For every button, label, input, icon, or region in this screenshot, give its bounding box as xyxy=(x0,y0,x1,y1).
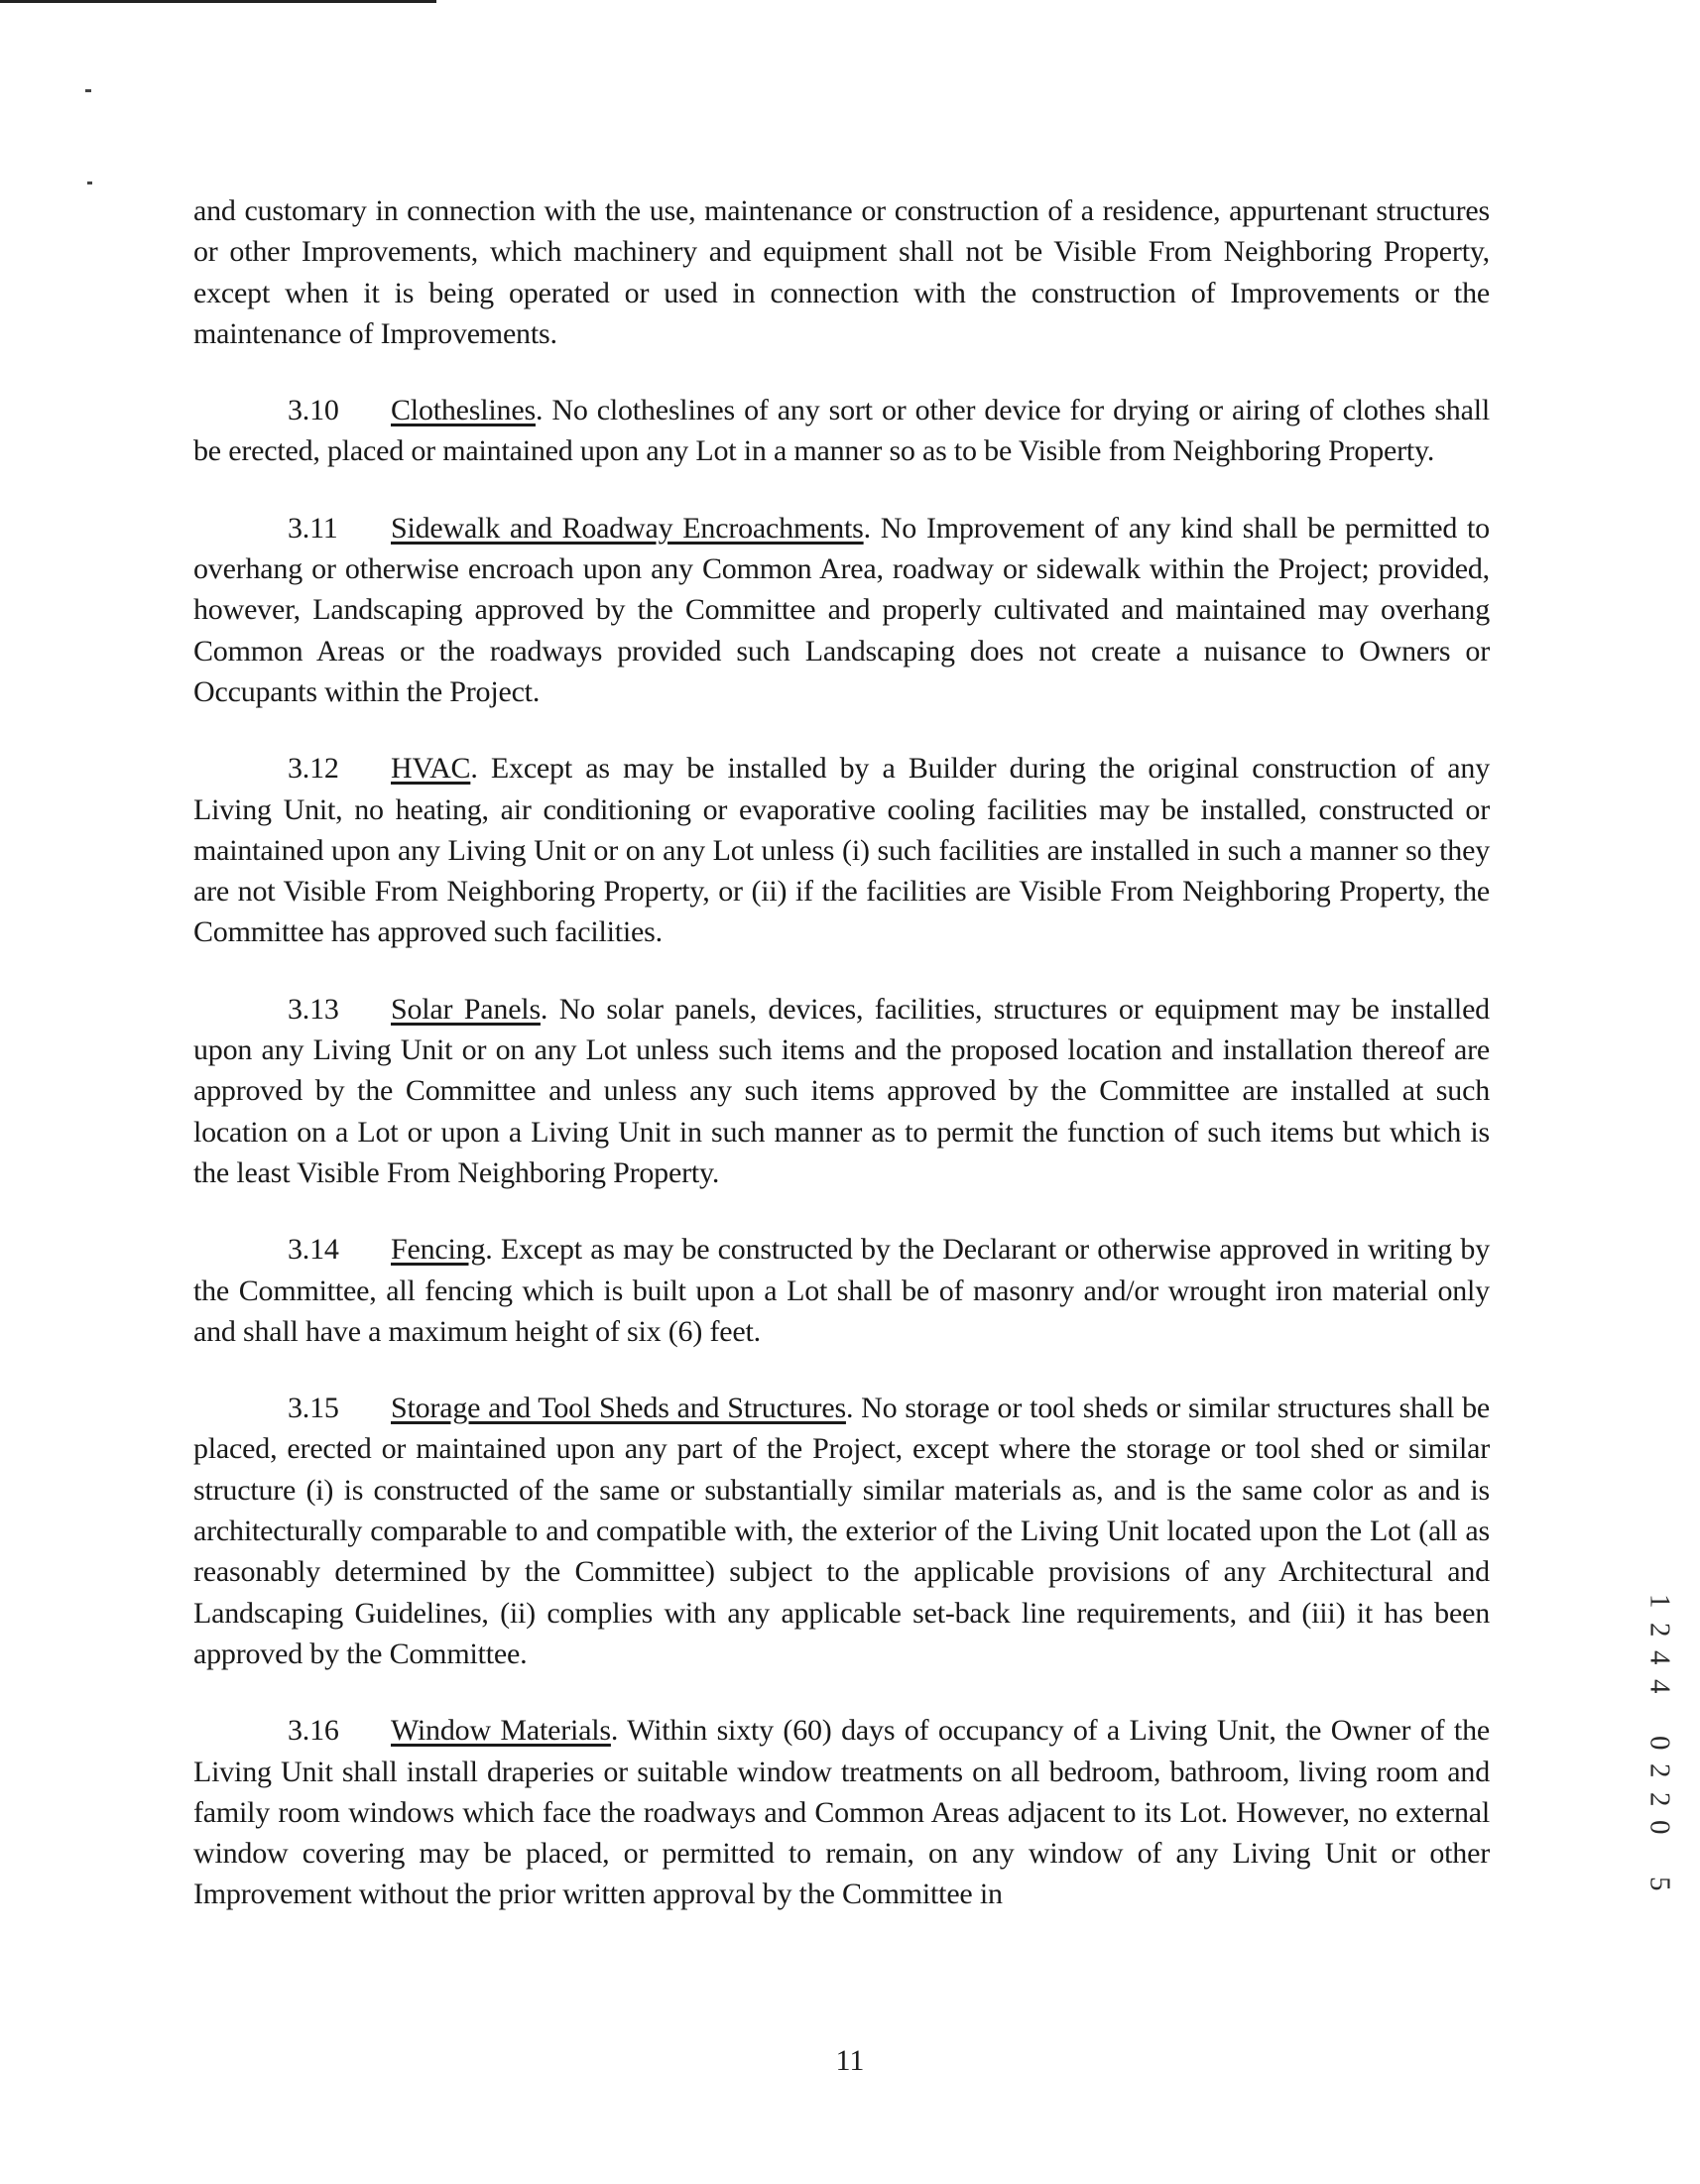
section-title: HVAC xyxy=(391,752,471,786)
section-3-12 xyxy=(193,748,1490,952)
section-title: Clotheslines xyxy=(391,394,536,427)
section-number: 3.10 xyxy=(288,394,339,427)
section-number: 3.12 xyxy=(288,752,339,786)
section-body: . Within sixty (60) days of occupancy of a Living Unit, the Owner of the Living Unit shall install draperies or suitable window treatments on all bedroom, bathroom, living room and family room windows which face the roadways and Common Areas adjacent to its Lot. However, no external window covering may be placed, or permitted to remain, on any window of any Living Unit or other Improvement without the prior written approval by the Committee in xyxy=(193,1714,1490,1911)
document-body xyxy=(193,190,1490,1951)
stamp-char: 1 xyxy=(1643,1594,1676,1609)
section-3-10 xyxy=(193,390,1490,472)
section-3-15 xyxy=(193,1388,1490,1674)
section-number: 3.16 xyxy=(288,1714,339,1748)
section-title: Sidewalk and Roadway Encroachments xyxy=(391,511,864,545)
section-title: Fencing xyxy=(391,1233,486,1267)
section-number: 3.13 xyxy=(288,992,339,1026)
stamp-char: 0 xyxy=(1643,1820,1676,1835)
section-body: . No solar panels, devices, facilities, structures or equipment may be installed upon any Living Unit or on any Lot unless such items and the proposed location and installation thereof are approved by the Committee and unless any such items approved by the Committee are installed at such location on a Lot or upon a Living Unit in such manner as to permit the function of such items but which is the least Visible From Neighboring Property. xyxy=(193,992,1490,1189)
section-3-14 xyxy=(193,1229,1490,1352)
scan-speck xyxy=(87,182,92,184)
section-body: . No clotheslines of any sort or other device for drying or airing of clothes shall be erected, placed or maintained upon any Lot in a manner so as to be Visible from Neighboring Property. xyxy=(193,394,1490,468)
stamp-char: 4 xyxy=(1643,1678,1676,1693)
stamp-char: 2 xyxy=(1643,1622,1676,1637)
side-stamp xyxy=(1643,1587,1676,1898)
section-3-13 xyxy=(193,989,1490,1193)
section-title: Solar Panels xyxy=(391,992,541,1026)
stamp-char: 4 xyxy=(1643,1650,1676,1665)
stamp-char xyxy=(1645,1701,1674,1727)
section-body: . Except as may be installed by a Builder during the original construction of any Living Unit, no heating, air conditioning or evaporative cooling facilities may be installed, constructed or maintained upon any Living Unit or on any Lot unless (i) such facilities are installed in such a manner so they are not Visible From Neighboring Property, or (ii) if the facilities are Visible From Neighboring Property, the Committee has approved such facilities. xyxy=(193,752,1490,949)
section-body: . Except as may be constructed by the Declarant or otherwise approved in writing by the Committee, all fencing which is built upon a Lot shall be of masonry and/or wrought iron material only and shall have a maximum height of six (6) feet. xyxy=(193,1233,1490,1348)
stamp-char xyxy=(1645,1843,1674,1869)
page-number: 11 xyxy=(835,2044,865,2077)
section-number: 3.15 xyxy=(288,1392,339,1425)
stamp-char: 2 xyxy=(1643,1791,1676,1806)
stamp-char: 0 xyxy=(1643,1735,1676,1750)
section-3-16 xyxy=(193,1710,1490,1914)
stamp-char: 2 xyxy=(1643,1763,1676,1778)
section-body: . No storage or tool sheds or similar structures shall be placed, erected or maintained upon any part of the Project, except where the storage or tool shed or similar structure (i) is constructed of the same or substantially similar materials as, and is the same color as and is architecturally comparable to and compatible with, the exterior of the Living Unit located upon the Lot (all as reasonably determined by the Committee) subject to the applicable provisions of any Architectural and Landscaping Guidelines, (ii) complies with any applicable set-back line requirements, and (iii) it has been approved by the Committee. xyxy=(193,1392,1491,1670)
section-number: 3.14 xyxy=(288,1233,339,1267)
section-title: Window Materials xyxy=(391,1714,611,1748)
section-title: Storage and Tool Sheds and Structures xyxy=(391,1392,846,1425)
scan-border-line xyxy=(0,0,436,3)
section-number: 3.11 xyxy=(288,511,338,545)
continuation-paragraph: and customary in connection with the use, maintenance or construction of a residence, appurtenant structures or other Improvements, which machinery and equipment shall not be Visible From Neighboring Property, except when it is being operated or used in connection with the construction of Improvements or the maintenance of Improvements. xyxy=(193,194,1490,350)
section-3-11 xyxy=(193,508,1490,712)
scan-speck xyxy=(85,89,91,92)
section-body: . No Improvement of any kind shall be permitted to overhang or otherwise encroach upon any Common Area, roadway or sidewalk within the Project; provided, however, Landscaping approved by the Committee and properly cultivated and maintained may overhang Common Areas or the roadways provided such Landscaping does not create a nuisance to Owners or Occupants within the Project. xyxy=(193,511,1490,708)
stamp-char: 5 xyxy=(1643,1877,1676,1891)
